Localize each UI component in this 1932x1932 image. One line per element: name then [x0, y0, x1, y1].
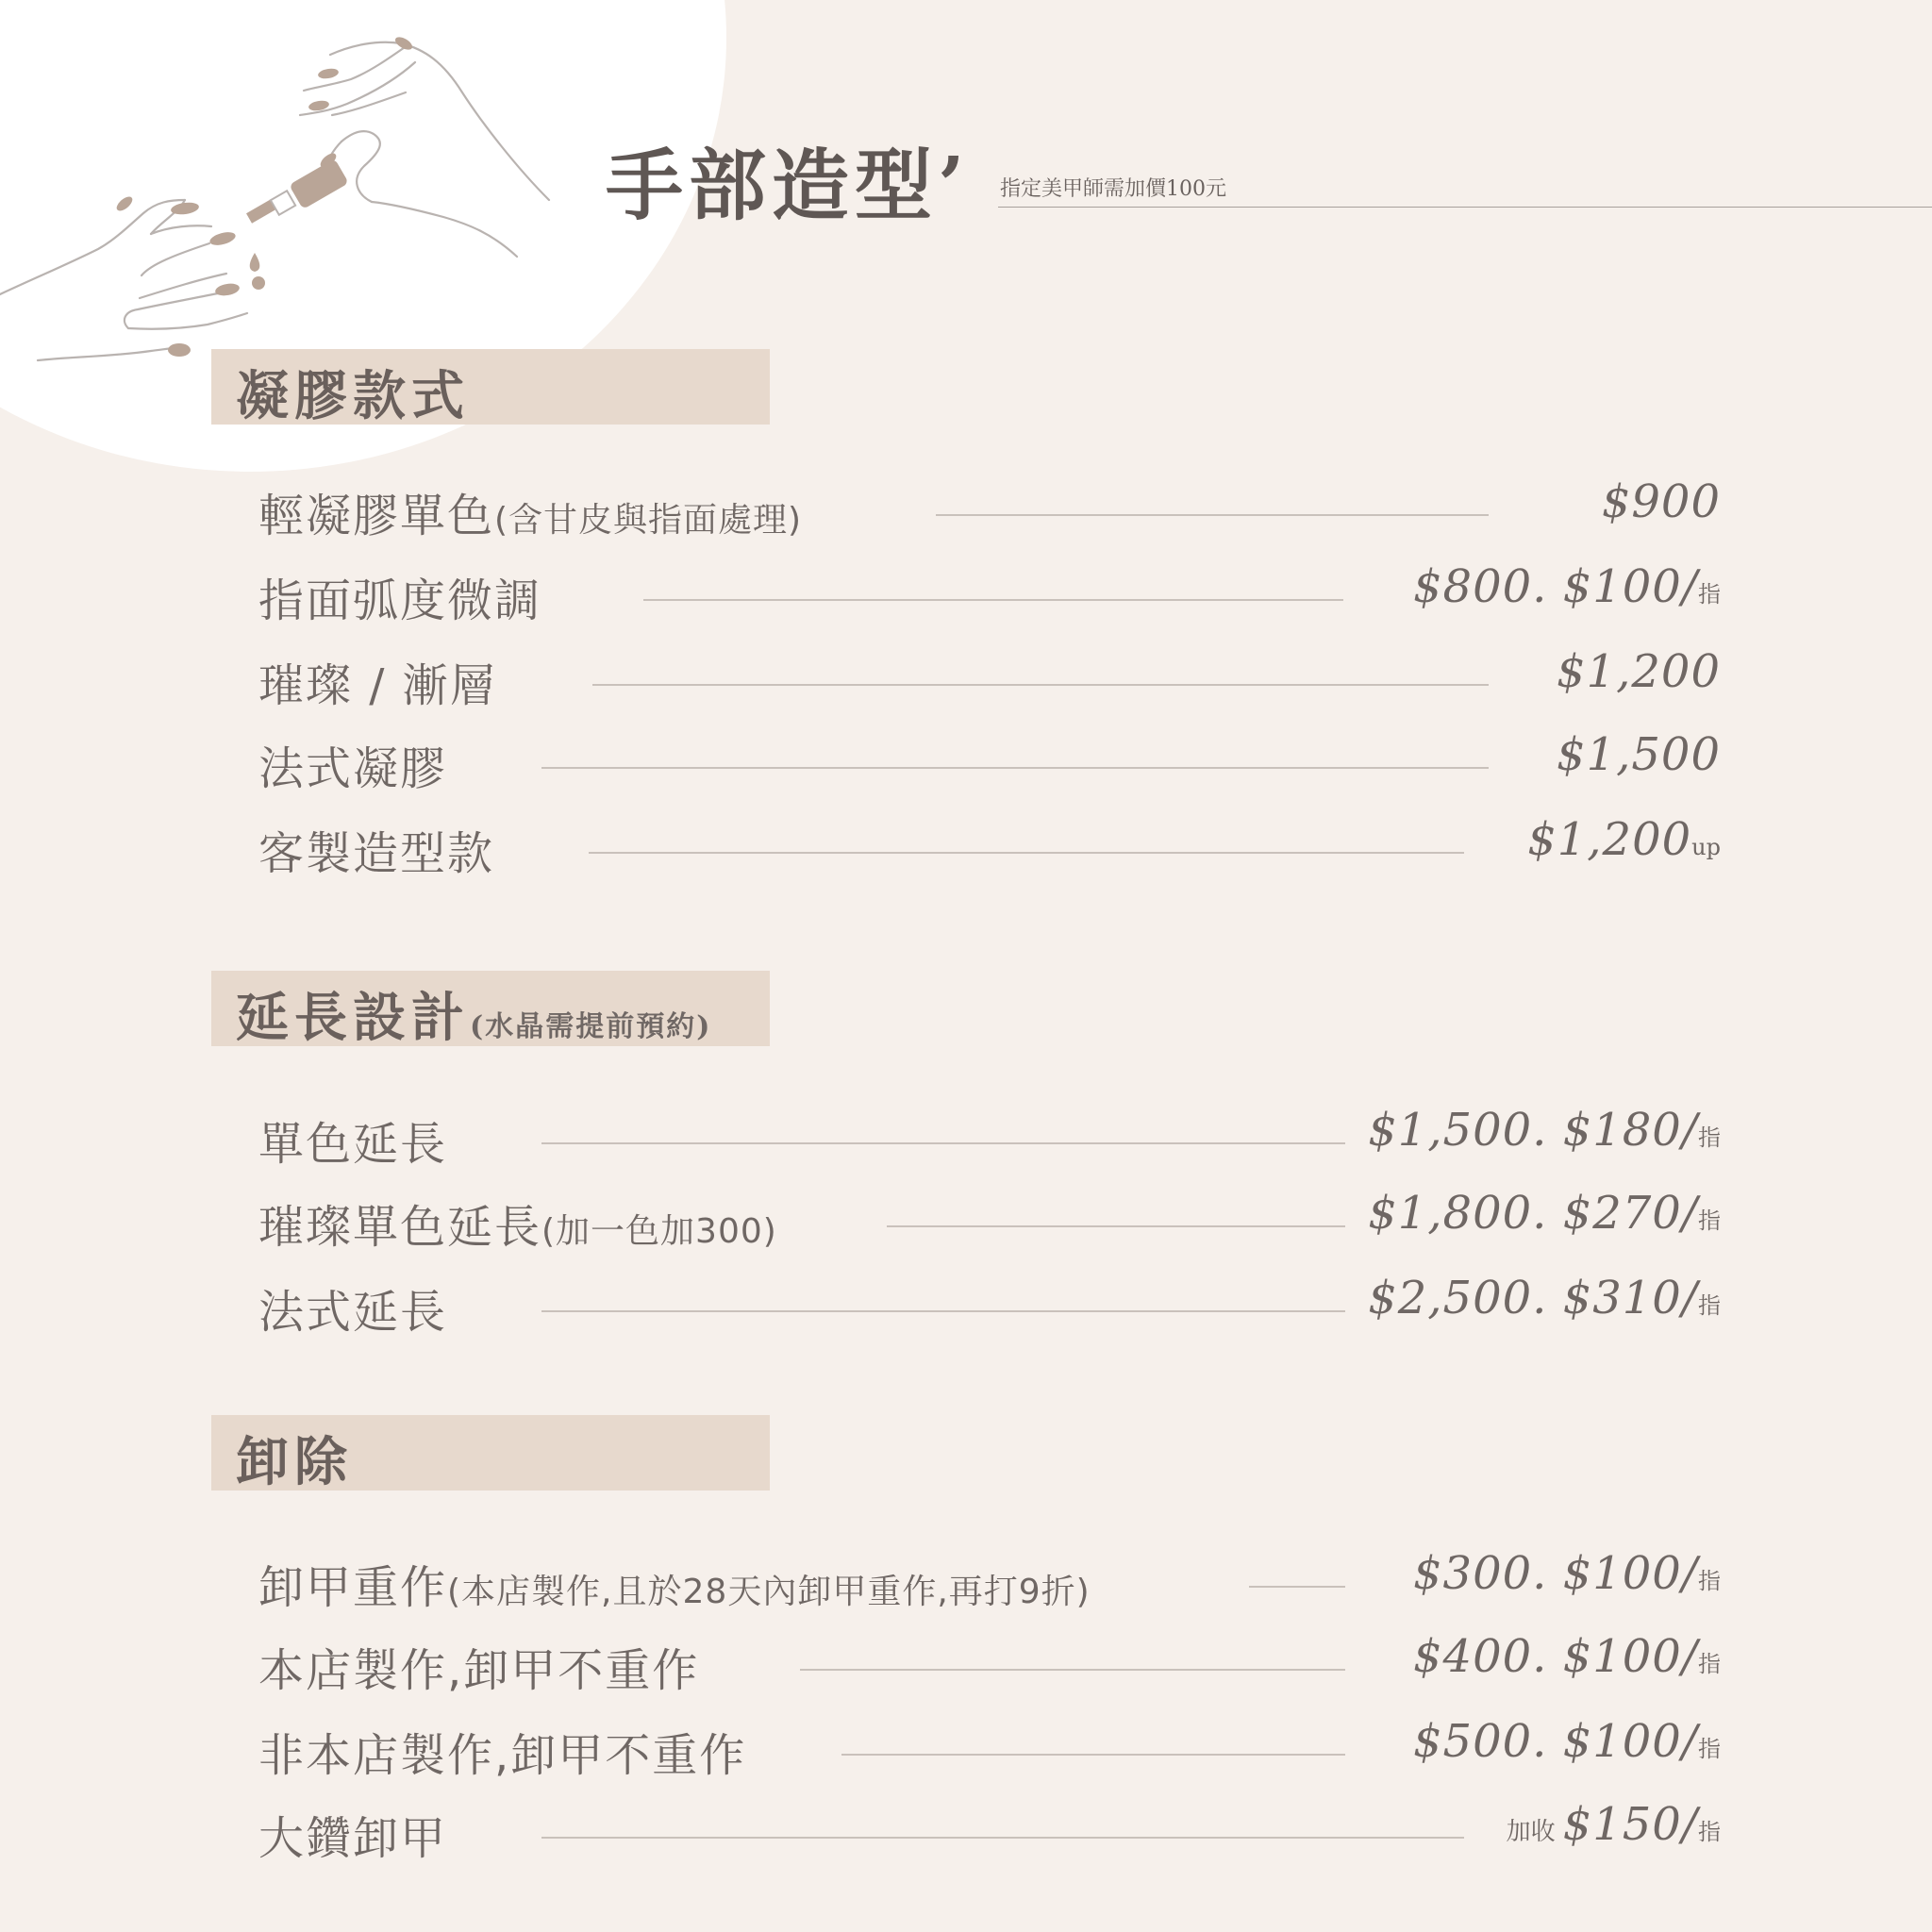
- item-name: 卸甲重作(本店製作,且於28天內卸甲重作,再打9折): [258, 1561, 1091, 1614]
- item-name: 輕凝膠單色(含甘皮與指面處理): [258, 490, 803, 542]
- section-title: 卸除: [236, 1431, 353, 1493]
- item-note: (本店製作,且於28天內卸甲重作,再打9折): [447, 1573, 1091, 1611]
- item-name: 璀璨單色延長(加一色加300): [258, 1201, 777, 1254]
- designated-artist-surcharge-note: 指定美甲師需加價100元: [1000, 177, 1226, 201]
- leader-line: [589, 852, 1464, 854]
- item-name: 客製造型款: [258, 827, 495, 880]
- item-price: 加收 $150/指: [1506, 1798, 1721, 1851]
- item-price: $300. $100/指: [1413, 1547, 1721, 1600]
- price-prefix: 加收: [1506, 1818, 1556, 1846]
- item-name: 法式凝膠: [258, 742, 448, 795]
- item-name: 本店製作,卸甲不重作: [258, 1644, 700, 1697]
- page-title: 手部造型’: [606, 141, 971, 231]
- item-name: 大鑽卸甲: [258, 1812, 448, 1865]
- leader-line: [936, 514, 1489, 516]
- menu-item-row: [0, 1181, 1932, 1257]
- menu-item-row: [0, 1266, 1932, 1341]
- leader-line: [541, 1310, 1345, 1312]
- leader-line: [592, 684, 1489, 686]
- item-price: $1,500. $180/指: [1368, 1104, 1721, 1157]
- menu-item-row: [0, 723, 1932, 798]
- menu-item-row: [0, 808, 1932, 883]
- title-divider: [998, 207, 1932, 208]
- item-price: $400. $100/指: [1413, 1630, 1721, 1683]
- menu-item-row: [0, 470, 1932, 545]
- item-name: 璀璨 / 漸層: [258, 659, 497, 712]
- section-title: 延長設計(水晶需提前預約): [236, 987, 712, 1049]
- item-price: $800. $100/指: [1413, 560, 1721, 613]
- item-price: $2,500. $310/指: [1368, 1272, 1721, 1324]
- menu-item-row: [0, 1709, 1932, 1785]
- item-price: $1,800. $270/指: [1368, 1187, 1721, 1240]
- menu-item-row: [0, 555, 1932, 630]
- leader-line: [800, 1669, 1345, 1671]
- menu-item-row: [0, 1541, 1932, 1617]
- section-header-gel-styles: [211, 349, 770, 425]
- menu-item-row: [0, 640, 1932, 715]
- section-subtitle: (水晶需提前預約): [470, 1010, 712, 1043]
- menu-item-row: [0, 1792, 1932, 1868]
- menu-item-row: [0, 1624, 1932, 1700]
- leader-line: [541, 1837, 1464, 1839]
- section-title: 凝膠款式: [236, 365, 470, 427]
- item-name: 非本店製作,卸甲不重作: [258, 1729, 747, 1782]
- item-name: 單色延長: [258, 1118, 448, 1171]
- item-name: 法式延長: [258, 1286, 448, 1339]
- item-price: $1,500: [1557, 728, 1721, 781]
- hands-painting-nails-illustration: [0, 0, 566, 396]
- leader-line: [643, 599, 1343, 601]
- leader-line: [541, 1142, 1345, 1144]
- menu-item-row: [0, 1098, 1932, 1174]
- item-name: 指面弧度微調: [258, 575, 542, 627]
- item-note: (含甘皮與指面處理): [494, 501, 803, 540]
- leader-line: [841, 1754, 1345, 1756]
- item-price: $1,200up: [1527, 813, 1721, 866]
- item-price: $500. $100/指: [1413, 1715, 1721, 1768]
- leader-line: [1249, 1586, 1345, 1588]
- item-note: (加一色加300): [541, 1212, 777, 1251]
- leader-line: [541, 767, 1489, 769]
- section-header-removal: [211, 1415, 770, 1491]
- item-price: $1,200: [1557, 645, 1721, 698]
- item-price: $900: [1601, 475, 1721, 528]
- leader-line: [887, 1225, 1345, 1227]
- section-header-extensions: [211, 971, 770, 1049]
